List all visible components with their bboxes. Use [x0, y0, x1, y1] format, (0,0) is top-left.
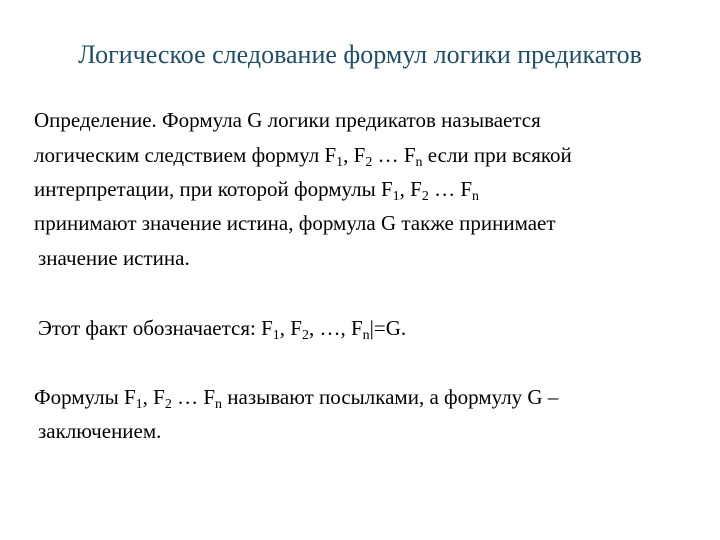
subscript: n [362, 328, 370, 343]
subscript: 2 [421, 189, 429, 204]
notation-text: Этот факт обозначается: F [38, 316, 273, 340]
entailment-text: |=G. [369, 316, 407, 340]
ellipsis-text: , …, F [308, 316, 363, 340]
separator: , F [279, 316, 302, 340]
premises-line-1 [34, 387, 558, 412]
subscript: 2 [164, 397, 172, 412]
definition-text: логическим следствием формул F [34, 143, 337, 167]
premises-text: называют посылками, а формулу G – [222, 385, 559, 409]
separator: , F [142, 385, 165, 409]
separator: , F [399, 177, 422, 201]
ellipsis-text: … F [428, 177, 473, 201]
subscript: n [215, 397, 223, 412]
definition-line-4: принимают значение истина, формула G также принимает [34, 211, 556, 235]
definition-line-1: Определение. Формула G логики предикатов называется [34, 108, 541, 132]
subscript: 1 [392, 189, 400, 204]
subscript: 1 [336, 155, 344, 170]
premises-text: Формулы F [34, 385, 136, 409]
premises-line-2: заключением. [38, 419, 162, 443]
definition-text: интерпретации, при которой формулы F [34, 177, 393, 201]
definition-line-5: значение истина. [38, 246, 190, 270]
slide-title: Логическое следование формул логики предикатов [78, 40, 642, 69]
subscript: 1 [135, 397, 143, 412]
separator: , F [343, 143, 366, 167]
definition-line-3 [34, 179, 479, 204]
subscript: 2 [365, 155, 373, 170]
definition-line-2 [34, 145, 572, 170]
subscript: n [472, 189, 480, 204]
notation-line [38, 318, 406, 343]
definition-text: если при всякой [422, 143, 572, 167]
ellipsis-text: … F [372, 143, 416, 167]
subscript: 2 [301, 328, 309, 343]
subscript: n [415, 155, 423, 170]
ellipsis-text: … F [171, 385, 216, 409]
subscript: 1 [272, 328, 280, 343]
